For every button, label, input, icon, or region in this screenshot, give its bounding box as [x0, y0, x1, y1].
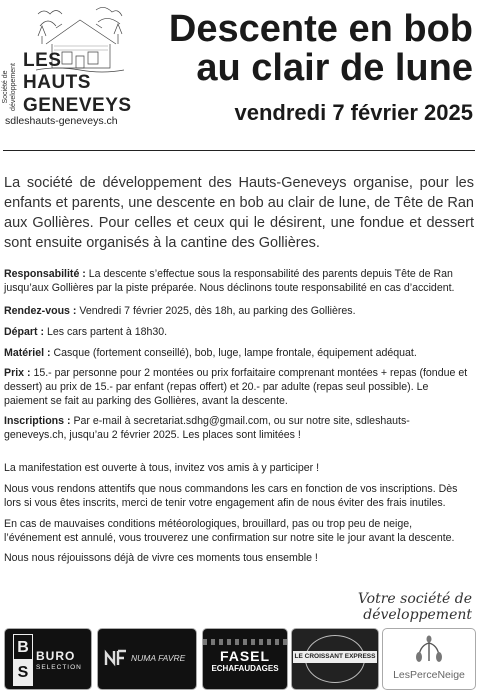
- detail-rendez-vous: [4, 304, 470, 318]
- detail-text: 15.- par personne pour 2 montées ou prix forfaitaire comprenant montées + repas (fondue et dessert) au prix de 15.- par enfant (repas offert) et 20.- par adulte (repas seul possible). Le paiement se fait au parking des Gollières, avant la descente.: [4, 367, 468, 407]
- croissant-name: LE CROISSANT EXPRESS: [293, 651, 377, 663]
- detail-text: Casque (fortement conseillé), bob, luge, lampe frontale, équipement adéquat.: [50, 347, 417, 359]
- event-date: vendredi 7 février 2025: [234, 100, 473, 125]
- org-logo: [2, 3, 132, 127]
- snowdrop-flower-icon: [414, 635, 444, 663]
- sponsor-lesperceneige[interactable]: [382, 628, 476, 690]
- numa-brand: NUMA FAVRE: [131, 653, 186, 663]
- buro-s-icon: S: [13, 659, 33, 686]
- sponsor-numa-favre[interactable]: [97, 628, 197, 690]
- title-line-2: au clair de lune: [196, 47, 473, 89]
- fasel-name: FASEL: [219, 648, 271, 664]
- page-title: [135, 10, 473, 88]
- detail-depart: [4, 325, 470, 339]
- detail-text: Les cars partent à 18h30.: [44, 326, 168, 338]
- title-line-1: Descente en bob: [168, 8, 473, 50]
- header-divider: [3, 150, 475, 151]
- detail-text: Par e-mail à secretariat.sdhg@gmail.com, ou sur notre site, sdleshauts-geneveys.ch, jusqu’au 2 février 2025. Les places sont limitées !: [4, 415, 410, 441]
- buro-name: BURO: [36, 649, 76, 663]
- detail-responsabilite: [4, 267, 470, 295]
- detail-label: Prix :: [4, 367, 31, 379]
- sponsor-buro-selection[interactable]: [4, 628, 92, 690]
- signature: Votre société de développement: [357, 591, 472, 623]
- lesperceneige-name: LesPerceNeige: [393, 669, 465, 681]
- detail-label: Départ :: [4, 326, 45, 338]
- org-vertical-label: Société de développement: [2, 63, 17, 111]
- fasel-scaffold-icon: [203, 639, 287, 645]
- sponsor-fasel[interactable]: [202, 628, 288, 690]
- buro-subtitle: SELECTION: [36, 664, 82, 671]
- numa-logo-icon: [104, 649, 128, 667]
- org-name-les: LES: [23, 50, 62, 71]
- detail-inscriptions: [4, 414, 470, 442]
- detail-prix: [4, 366, 470, 408]
- detail-materiel: [4, 346, 470, 360]
- org-website[interactable]: sdleshauts-geneveys.ch: [5, 115, 118, 127]
- note-closing: Nous nous réjouissons déjà de vivre ces moments tous ensemble !: [4, 552, 318, 564]
- note-weather-cancellation: En cas de mauvaises conditions météorologiques, brouillard, pas ou trop peu de neige, l’événement est annulé, vous trouverez une confirmation sur notre site le jour avant la descente.: [4, 518, 455, 544]
- detail-text: Vendredi 7 février 2025, dès 18h, au parking des Gollières.: [76, 305, 356, 317]
- detail-label: Rendez-vous :: [4, 305, 77, 317]
- buro-b-icon: B: [13, 634, 33, 661]
- note-bus-commitment: Nous vous rendons attentifs que nous commandons les cars en fonction de vos inscriptions. Dès lors si vous êtes inscrits, merci de tenir votre engagement afin de nous éviter des frais inutiles.: [4, 483, 458, 509]
- fasel-subtitle: ECHAFAUDAGES: [211, 664, 279, 673]
- intro-paragraph: La société de développement des Hauts-Geneveys organise, pour les enfants et parents, une descente en bob au clair de lune, de Tête de Ran aux Gollières. Pour celles et ceux qui le désirent, une fondue et dessert sont ensuite organisés à la cantine des Gollières.: [4, 175, 474, 251]
- note-open-to-all: La manifestation est ouverte à tous, invitez vos amis à y participer !: [4, 462, 320, 474]
- detail-label: Responsabilité :: [4, 268, 86, 280]
- org-name-geneveys: GENEVEYS: [23, 95, 132, 116]
- org-name-hauts: HAUTS: [23, 72, 91, 93]
- detail-text: La descente s’effectue sous la responsabilité des parents depuis Tête de Ran jusqu’aux Gollières par la piste préparée. Nous déclinons toute responsabilité en cas d’accident.: [4, 268, 455, 294]
- detail-label: Inscriptions :: [4, 415, 71, 427]
- detail-label: Matériel :: [4, 347, 51, 359]
- sponsor-croissant-express[interactable]: [291, 628, 379, 690]
